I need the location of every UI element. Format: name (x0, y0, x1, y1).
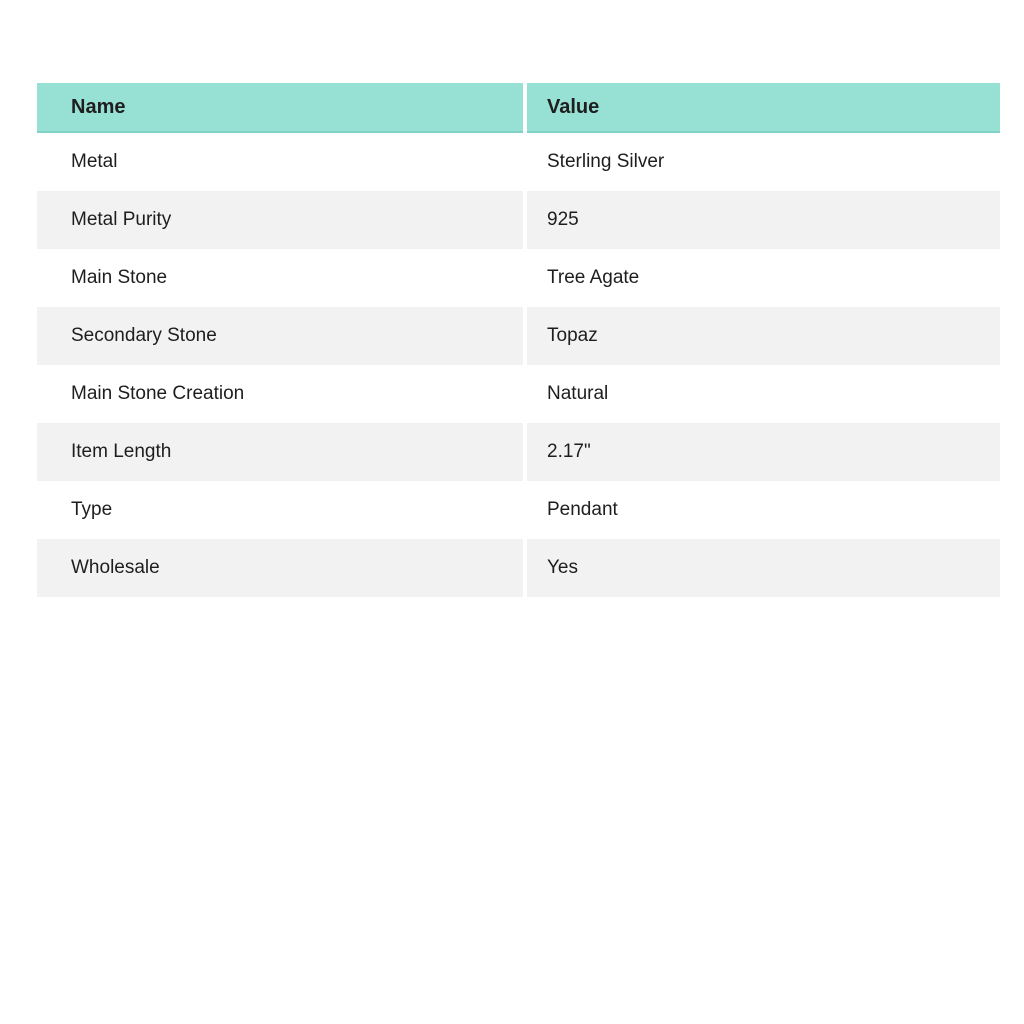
table-row (37, 365, 1000, 423)
attribute-value-cell: Pendant (527, 481, 1000, 539)
attribute-value-cell: 925 (527, 191, 1000, 249)
attribute-name-cell: Metal (37, 133, 523, 191)
table-header-row (37, 83, 1000, 133)
table-body (37, 133, 1000, 597)
table-row (37, 307, 1000, 365)
table-row (37, 249, 1000, 307)
attribute-name-cell: Main Stone (37, 249, 523, 307)
table-row (37, 539, 1000, 597)
attribute-value-cell: Sterling Silver (527, 133, 1000, 191)
attribute-value-cell: Yes (527, 539, 1000, 597)
attribute-name-cell: Type (37, 481, 523, 539)
table-row (37, 423, 1000, 481)
table-row (37, 191, 1000, 249)
column-header-name: Name (37, 83, 523, 133)
attribute-name-cell: Wholesale (37, 539, 523, 597)
attribute-name-cell: Metal Purity (37, 191, 523, 249)
attribute-name-cell: Main Stone Creation (37, 365, 523, 423)
column-header-value: Value (527, 83, 1000, 133)
attribute-value-cell: Topaz (527, 307, 1000, 365)
attribute-value-cell: Tree Agate (527, 249, 1000, 307)
table-row (37, 133, 1000, 191)
attribute-name-cell: Item Length (37, 423, 523, 481)
attribute-name-cell: Secondary Stone (37, 307, 523, 365)
attribute-value-cell: Natural (527, 365, 1000, 423)
attribute-value-cell: 2.17" (527, 423, 1000, 481)
product-spec-table (37, 83, 1000, 597)
table-row (37, 481, 1000, 539)
